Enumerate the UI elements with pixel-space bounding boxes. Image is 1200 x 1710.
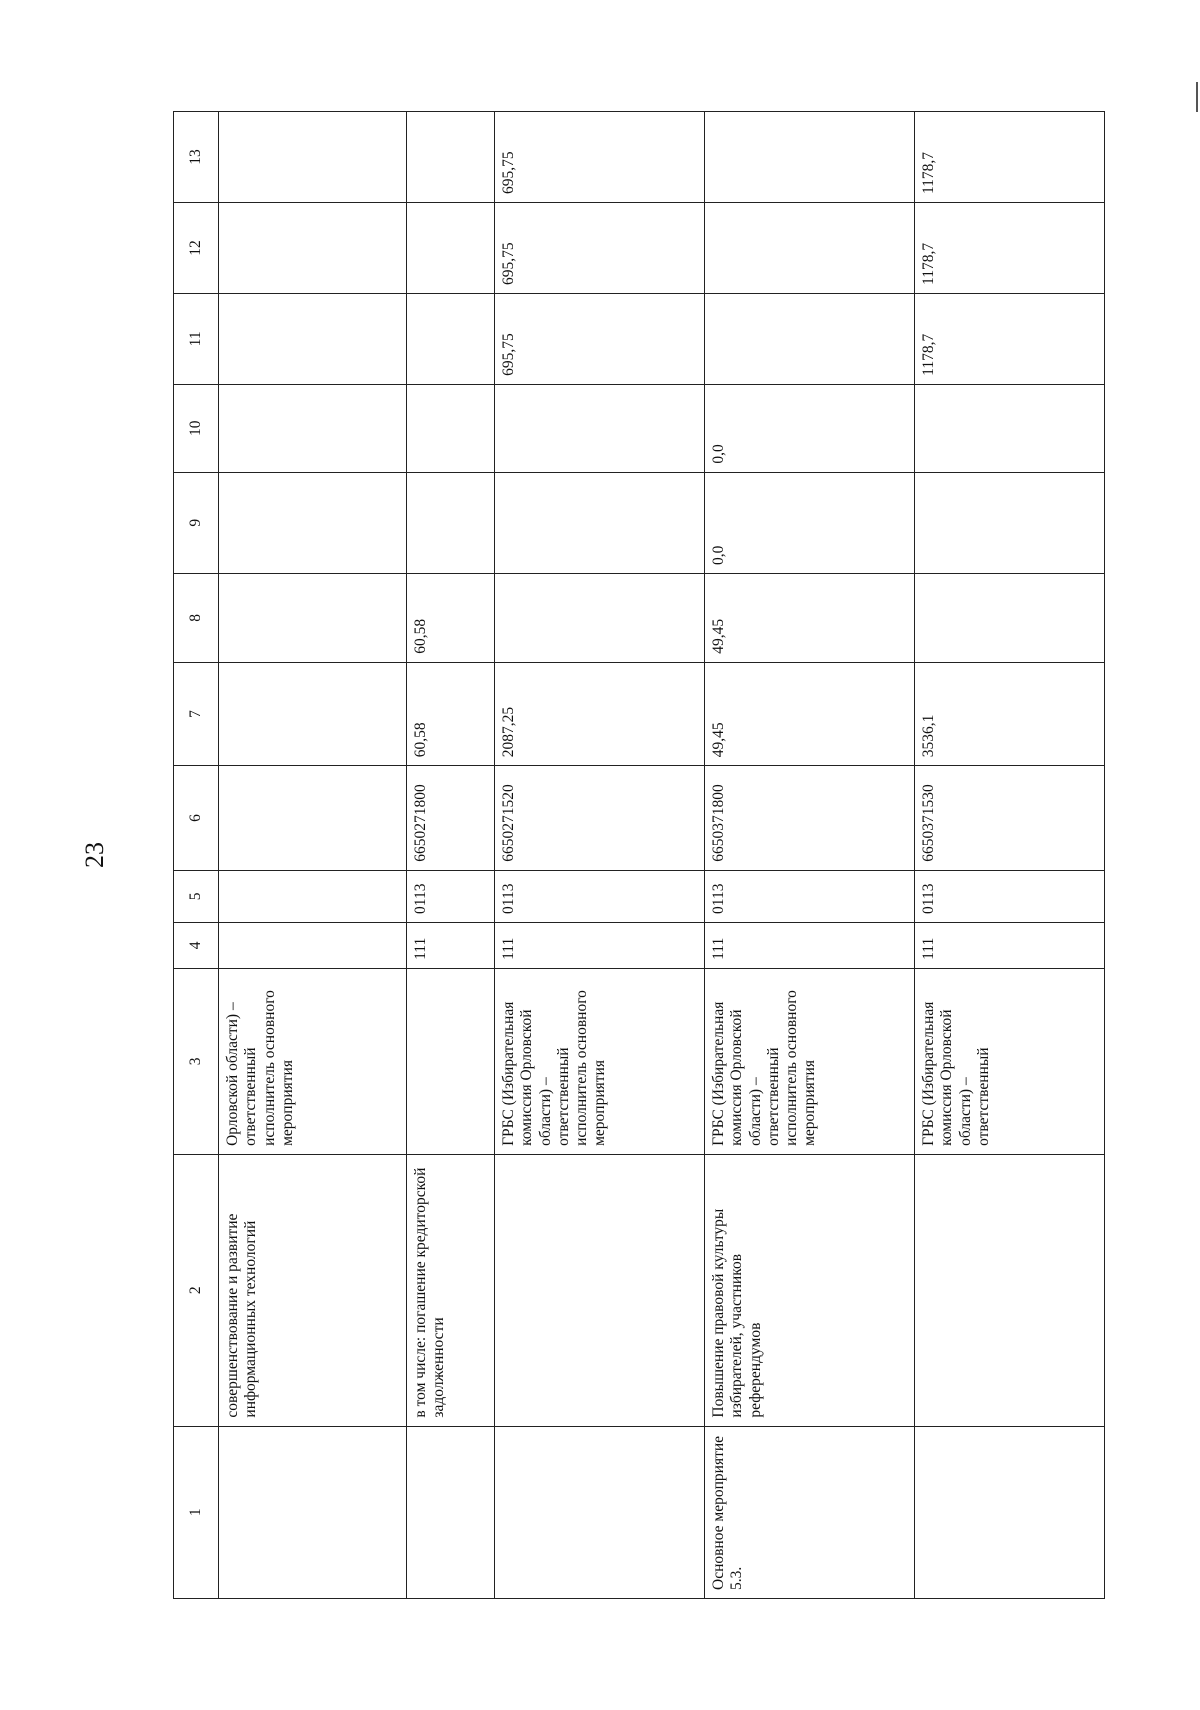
header-cell: 5 bbox=[174, 870, 219, 922]
table-cell: ГРБС (Избирательная комиссия Орловской области) – ответственный исполнитель основного мероприятия bbox=[495, 968, 705, 1154]
table-row bbox=[495, 112, 705, 1599]
table-cell: ГРБС (Избирательная комиссия Орловской области) – ответственный исполнитель основного мероприятия bbox=[705, 968, 915, 1154]
table-cell bbox=[219, 293, 407, 384]
header-cell: 10 bbox=[174, 384, 219, 472]
table-cell: 0,0 bbox=[705, 384, 915, 472]
table-cell bbox=[495, 472, 705, 573]
table-cell: Орловской области) – ответственный исполнитель основного мероприятия bbox=[219, 968, 407, 1154]
header-cell: 7 bbox=[174, 662, 219, 765]
table-cell bbox=[219, 472, 407, 573]
table-cell bbox=[705, 203, 915, 294]
table-cell bbox=[705, 293, 915, 384]
header-cell: 2 bbox=[174, 1154, 219, 1426]
table-cell: 695,75 bbox=[495, 293, 705, 384]
table-cell: 0,0 bbox=[705, 472, 915, 573]
table-cell bbox=[219, 766, 407, 870]
table-cell: Повышение правовой культуры избирателей, участников референдумов bbox=[705, 1154, 915, 1426]
header-row bbox=[174, 112, 219, 1599]
table-cell: 111 bbox=[915, 922, 1105, 968]
table-cell: 60,58 bbox=[407, 573, 495, 662]
table-cell: 695,75 bbox=[495, 203, 705, 294]
table-cell bbox=[219, 662, 407, 765]
table-row bbox=[915, 112, 1105, 1599]
table-cell bbox=[915, 1154, 1105, 1426]
table-cell: 0113 bbox=[495, 870, 705, 922]
table-row bbox=[705, 112, 915, 1599]
table-cell bbox=[495, 384, 705, 472]
table-cell: 0113 bbox=[915, 870, 1105, 922]
table-cell bbox=[915, 384, 1105, 472]
table-cell bbox=[915, 573, 1105, 662]
table-cell bbox=[407, 112, 495, 203]
table-cell bbox=[219, 870, 407, 922]
table-cell bbox=[705, 112, 915, 203]
table-cell bbox=[219, 203, 407, 294]
header-cell: 6 bbox=[174, 766, 219, 870]
table-cell bbox=[407, 203, 495, 294]
header-cell: 9 bbox=[174, 472, 219, 573]
budget-table bbox=[173, 111, 1105, 1599]
table-body bbox=[174, 112, 1105, 1599]
table-cell bbox=[915, 472, 1105, 573]
table-cell: 0113 bbox=[407, 870, 495, 922]
table-row bbox=[219, 112, 407, 1599]
page-number: 23 bbox=[80, 842, 109, 868]
table-cell bbox=[219, 112, 407, 203]
table-cell bbox=[915, 1426, 1105, 1598]
table-cell: 1178,7 bbox=[915, 293, 1105, 384]
table-cell bbox=[407, 384, 495, 472]
table-cell bbox=[219, 1426, 407, 1598]
table-cell bbox=[495, 1426, 705, 1598]
table-cell: 6650271520 bbox=[495, 766, 705, 870]
header-cell: 8 bbox=[174, 573, 219, 662]
table-cell bbox=[495, 573, 705, 662]
table-cell: 49,45 bbox=[705, 662, 915, 765]
table-cell bbox=[495, 1154, 705, 1426]
table-cell: 111 bbox=[705, 922, 915, 968]
table-cell: в том числе: погашение кредиторской задолженности bbox=[407, 1154, 495, 1426]
table-row bbox=[407, 112, 495, 1599]
table-cell: 60,58 bbox=[407, 662, 495, 765]
header-cell: 4 bbox=[174, 922, 219, 968]
table-cell: 49,45 bbox=[705, 573, 915, 662]
table-cell: 1178,7 bbox=[915, 112, 1105, 203]
table-cell: совершенствование и развитие информационных технологий bbox=[219, 1154, 407, 1426]
header-cell: 1 bbox=[174, 1426, 219, 1598]
table-cell bbox=[219, 922, 407, 968]
table-cell: 3536,1 bbox=[915, 662, 1105, 765]
table-cell: 6650371530 bbox=[915, 766, 1105, 870]
table-cell: 2087,25 bbox=[495, 662, 705, 765]
table-cell bbox=[219, 573, 407, 662]
table-cell bbox=[407, 1426, 495, 1598]
table-cell: 695,75 bbox=[495, 112, 705, 203]
table-cell bbox=[407, 472, 495, 573]
table-cell: 6650371800 bbox=[705, 766, 915, 870]
table-cell: 6650271800 bbox=[407, 766, 495, 870]
header-cell: 12 bbox=[174, 203, 219, 294]
table-cell: 0113 bbox=[705, 870, 915, 922]
table-cell: 111 bbox=[407, 922, 495, 968]
table-cell bbox=[407, 293, 495, 384]
scan-margin-line bbox=[1196, 82, 1198, 112]
table-cell: 1178,7 bbox=[915, 203, 1105, 294]
table-cell: 111 bbox=[495, 922, 705, 968]
header-cell: 13 bbox=[174, 112, 219, 203]
table-cell bbox=[407, 968, 495, 1154]
rotated-table-container bbox=[173, 111, 1099, 1599]
table-cell: Основное мероприятие 5.3. bbox=[705, 1426, 915, 1598]
table-cell: ГРБС (Избирательная комиссия Орловской области) – ответственный bbox=[915, 968, 1105, 1154]
table-cell bbox=[219, 384, 407, 472]
header-cell: 11 bbox=[174, 293, 219, 384]
header-cell: 3 bbox=[174, 968, 219, 1154]
